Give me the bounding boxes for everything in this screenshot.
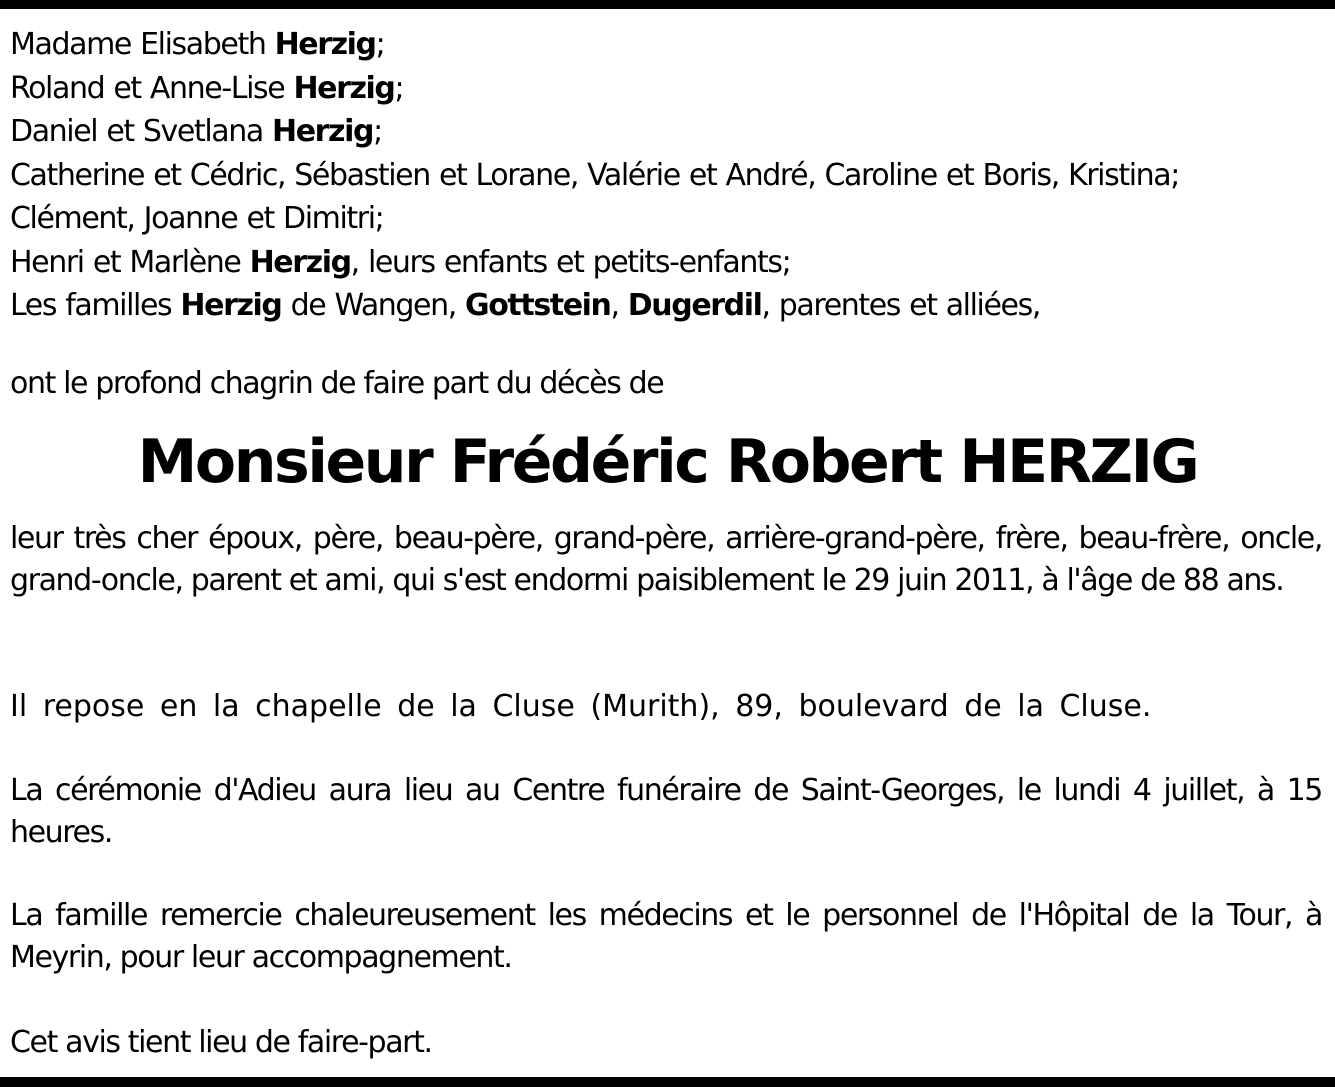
repose-paragraph: Il repose en la chapelle de la Cluse (Murith), 89, boulevard de la Cluse. <box>10 689 1152 724</box>
bottom-border-rule <box>0 1077 1335 1087</box>
family-line: Clément, Joanne et Dimitri; <box>10 201 384 236</box>
thanks-paragraph: La famille remercie chaleureusement les médecins et le personnel de l'Hôpital de la Tour, à Meyrin, pour leur accompagnement. <box>10 898 1322 975</box>
family-line: Catherine et Cédric, Sébastien et Lorane, Valérie et André, Caroline et Boris, Kristina; <box>10 157 1179 193</box>
announcement-intro: ont le profond chagrin de faire part du décès de <box>10 366 664 401</box>
description-paragraph: leur très cher époux, père, beau-père, grand-père, arrière-grand-père, frère, beau-frère, oncle, grand-oncle, parent et ami, qui s'est endormi paisiblement le 29 juin 2011, à l'âge de 88 ans. <box>10 521 1322 598</box>
family-line: Les familles Herzig de Wangen, Gottstein, Dugerdil, parentes et alliées, <box>10 288 1040 323</box>
family-line: Daniel et Svetlana Herzig; <box>10 114 382 149</box>
family-line: Roland et Anne-Lise Herzig; <box>10 70 404 106</box>
family-list <box>10 23 1322 328</box>
family-line: Madame Elisabeth Herzig; <box>10 27 385 62</box>
top-border-rule <box>0 0 1335 9</box>
notice-paragraph: Cet avis tient lieu de faire-part. <box>10 1025 432 1060</box>
family-line: Henri et Marlène Herzig, leurs enfants et petits-enfants; <box>10 244 791 280</box>
deceased-name: Monsieur Frédéric Robert HERZIG <box>137 427 1198 497</box>
ceremony-paragraph: La cérémonie d'Adieu aura lieu au Centre funéraire de Saint-Georges, le lundi 4 juillet, à 15 heures. <box>10 773 1322 850</box>
